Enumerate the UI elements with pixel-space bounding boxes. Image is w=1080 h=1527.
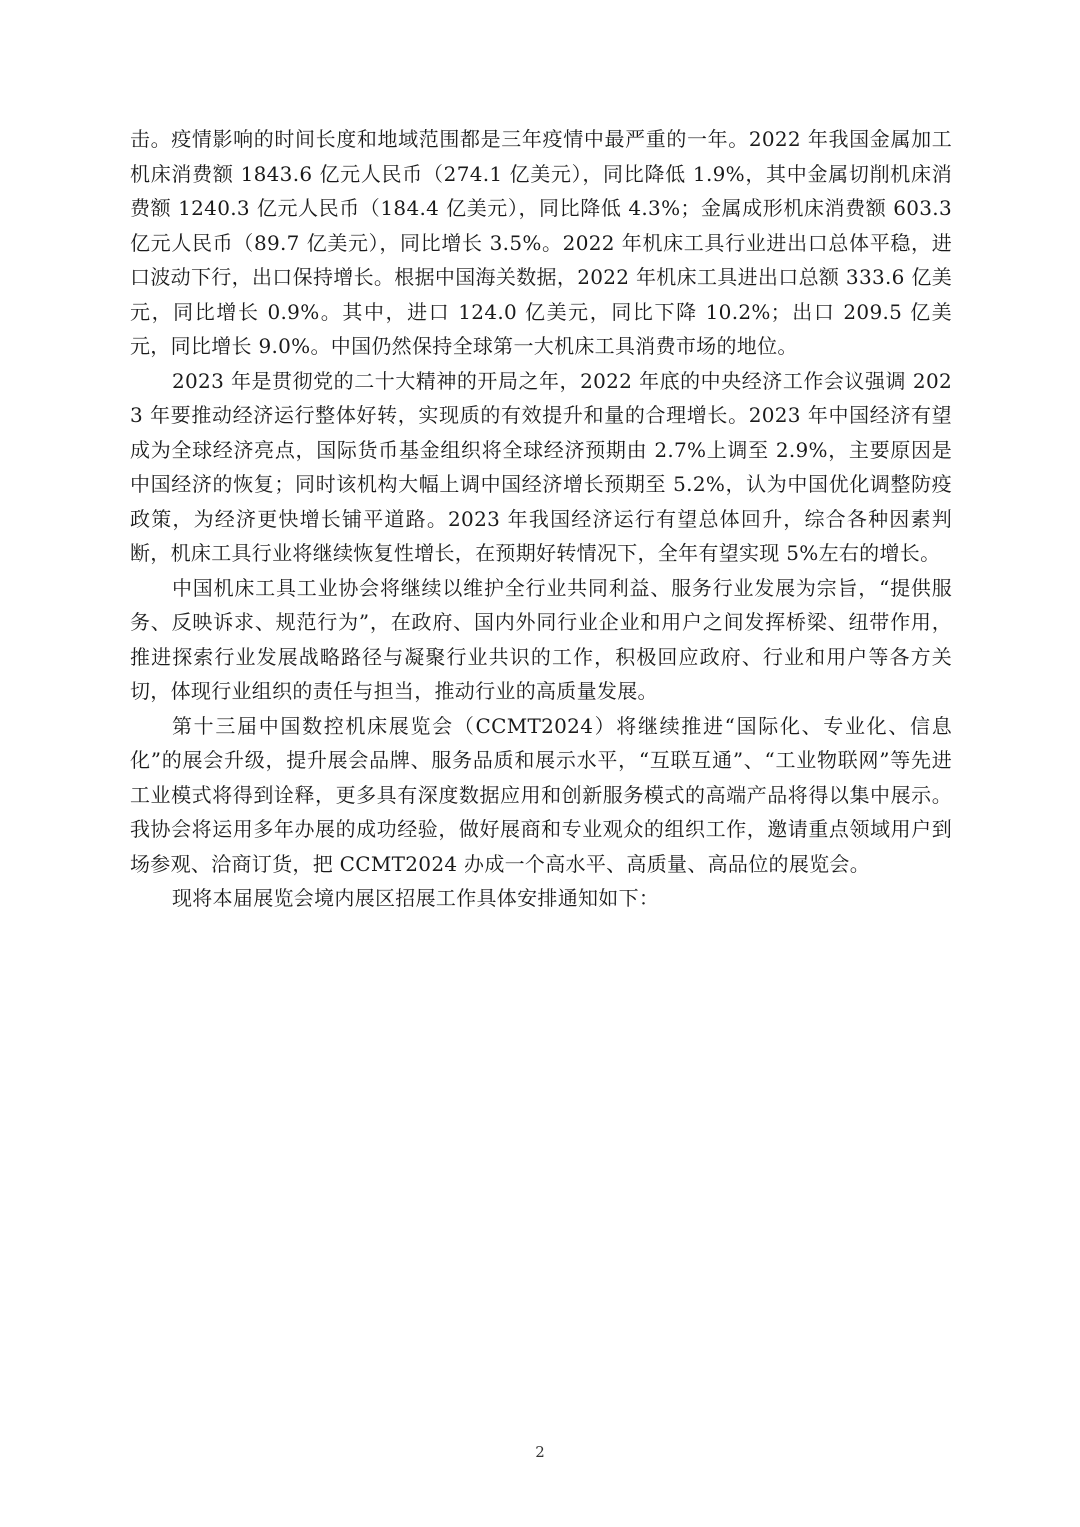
paragraph-notice-intro: 现将本届展览会境内展区招展工作具体安排通知如下： (172, 886, 660, 910)
document-body (130, 122, 952, 916)
paragraph-association-mission: 中国机床工具工业协会将继续以维护全行业共同利益、服务行业发展为宗旨，“提供服务、反映诉求、规范行为”，在政府、国内外同行业企业和用户之间发挥桥梁、纽带作用，推进探索行业发展战略路径与凝聚行业共识的工作，积极回应政府、行业和用户等各方关切，体现行业组织的责任与担当，推动行业的高质量发展。 (130, 575, 952, 703)
paragraph-economic-outlook: 2023 年是贯彻党的二十大精神的开局之年，2022 年底的中央经济工作会议强调 2023 年要推动经济运行整体好转，实现质的有效提升和量的合理增长。2023 年中国经济有望成为全球经济亮点，国际货币基金组织将全球经济预期由 2.7%上调至 2.9%，主要原因是中国经济的恢复；同时该机构大幅上调中国经济增长预期至 5.2%，认为中国优化调整防疫政策，为经济更快增长铺平道路。2023 年我国经济运行有望总体回升，综合各种因素判断，机床工具行业将继续恢复性增长，在预期好转情况下，全年有望实现 5%左右的增长。 (130, 368, 952, 565)
page-number: 2 (535, 1443, 545, 1461)
paragraph-ccmt2024-exhibition: 第十三届中国数控机床展览会（CCMT2024）将继续推进“国际化、专业化、信息化”的展会升级，提升展会品牌、服务品质和展示水平，“互联互通”、“工业物联网”等先进工业模式将得到诠释，更多具有深度数据应用和创新服务模式的高端产品将得以集中展示。我协会将运用多年办展的成功经验，做好展商和专业观众的组织工作，邀请重点领域用户到场参观、洽商订货，把 CCMT2024 办成一个高水平、高质量、高品位的展览会。 (130, 713, 952, 876)
paragraph-continuation: 击。疫情影响的时间长度和地域范围都是三年疫情中最严重的一年。2022 年我国金属加工机床消费额 1843.6 亿元人民币（274.1 亿美元），同比降低 1.9%，其中金属切削机床消费额 1240.3 亿元人民币（184.4 亿美元），同比降低 4.3%；金属成形机床消费额 603.3 亿元人民币（89.7 亿美元），同比增长 3.5%。2022 年机床工具行业进出口总体平稳，进口波动下行，出口保持增长。根据中国海关数据，2022 年机床工具进出口总额 333.6 亿美元，同比增长 0.9%。其中，进口 124.0 亿美元，同比下降 10.2%；出口 209.5 亿美元，同比增长 9.0%。中国仍然保持全球第一大机床工具消费市场的地位。 (130, 127, 952, 358)
